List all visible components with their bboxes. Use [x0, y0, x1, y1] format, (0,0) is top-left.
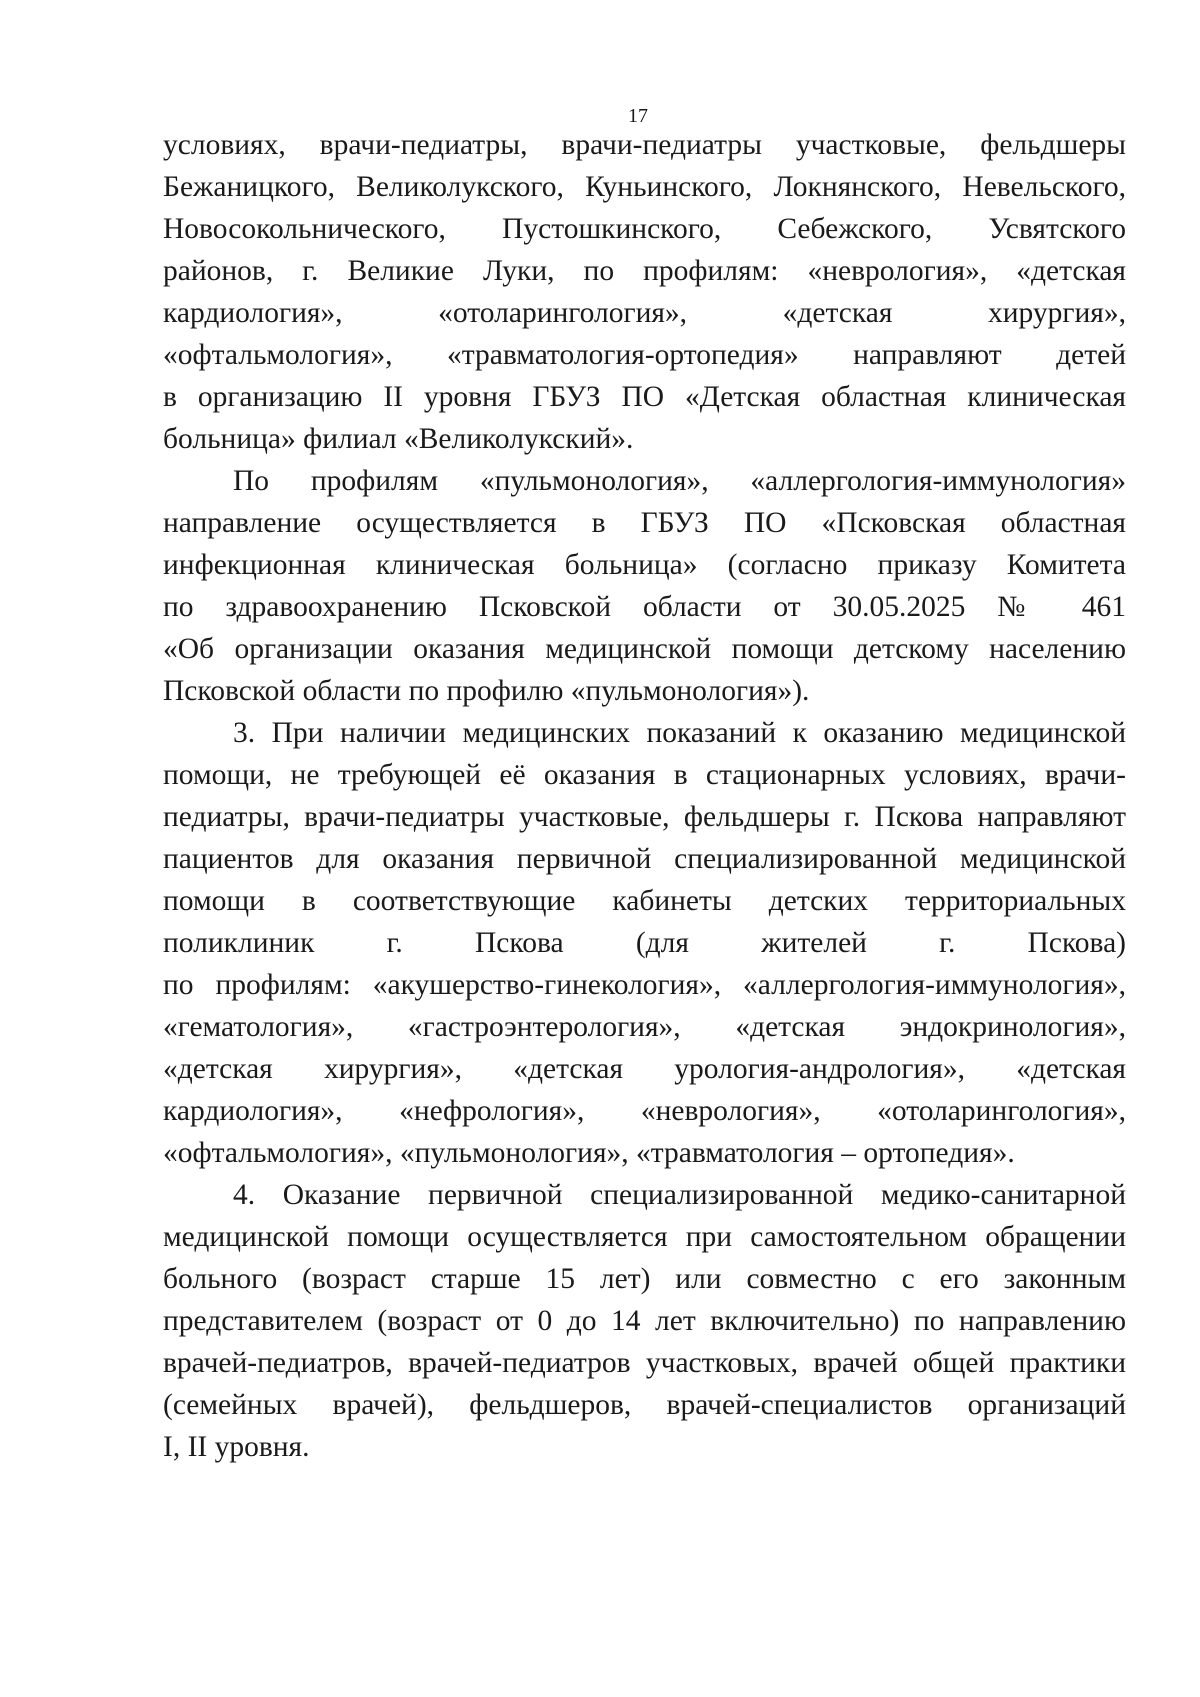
text-line: больница» филиал «Великолукский». [163, 423, 634, 455]
text-line: представителем (возраст от 0 до 14 лет включительно) по направлению [163, 1305, 1126, 1337]
text-line: «гематология», «гастроэнтерология», «детская эндокринология», [163, 1011, 1126, 1043]
text-line: кардиология», «нефрология», «неврология», «отоларингология», [163, 1095, 1126, 1127]
text-line: кардиология», «отоларингология», «детская хирургия», [163, 297, 1126, 329]
page-number: 17 [628, 105, 648, 127]
text-line: Бежаницкого, Великолукского, Куньинского, Локнянского, Невельского, [163, 171, 1126, 203]
text-line: Новосокольнического, Пустошкинского, Себежского, Усвятского [163, 213, 1126, 245]
text-line: 4. Оказание первичной специализированной медико-санитарной [233, 1179, 1126, 1211]
text-line: инфекционная клиническая больница» (согласно приказу Комитета [163, 549, 1126, 581]
text-line: по здравоохранению Псковской области от 30.05.2025 № 461 [163, 591, 1126, 623]
text-line: «офтальмология», «травматология-ортопедия» направляют детей [163, 339, 1126, 371]
text-line: I, II уровня. [163, 1431, 310, 1463]
text-line: больного (возраст старше 15 лет) или совместно с его законным [163, 1263, 1126, 1295]
paragraph [163, 124, 1126, 460]
text-line: по профилям: «акушерство-гинекология», «аллергология-иммунология», [163, 969, 1126, 1001]
text-line: помощи в соответствующие кабинеты детских территориальных [163, 885, 1126, 917]
text-line: врачей-педиатров, врачей-педиатров участковых, врачей общей практики [163, 1347, 1126, 1379]
document-body [163, 124, 1126, 1468]
text-line: 3. При наличии медицинских показаний к оказанию медицинской [233, 717, 1126, 749]
text-line: Псковской области по профилю «пульмонология»). [163, 675, 810, 707]
text-line: медицинской помощи осуществляется при самостоятельном обращении [163, 1221, 1126, 1253]
text-line: направление осуществляется в ГБУЗ ПО «Псковская областная [163, 507, 1126, 539]
text-line: районов, г. Великие Луки, по профилям: «неврология», «детская [163, 255, 1126, 287]
text-line: «офтальмология», «пульмонология», «травматология – ортопедия». [163, 1137, 1015, 1169]
text-line: По профилям «пульмонология», «аллергология-иммунология» [233, 465, 1126, 497]
text-line: «Об организации оказания медицинской помощи детскому населению [163, 633, 1126, 665]
text-line: помощи, не требующей её оказания в стационарных условиях, врачи- [163, 759, 1126, 791]
text-line: «детская хирургия», «детская урология-андрология», «детская [163, 1053, 1126, 1085]
text-line: условиях, врачи-педиатры, врачи-педиатры участковые, фельдшеры [163, 129, 1126, 161]
text-line: пациентов для оказания первичной специализированной медицинской [163, 843, 1126, 875]
paragraph [163, 460, 1126, 712]
text-line: педиатры, врачи-педиатры участковые, фельдшеры г. Пскова направляют [163, 801, 1126, 833]
text-line: поликлиник г. Пскова (для жителей г. Пскова) [163, 927, 1126, 959]
text-line: (семейных врачей), фельдшеров, врачей-специалистов организаций [163, 1389, 1126, 1421]
paragraph [163, 1174, 1126, 1468]
text-line: в организацию II уровня ГБУЗ ПО «Детская областная клиническая [163, 381, 1126, 413]
paragraph [163, 712, 1126, 1174]
